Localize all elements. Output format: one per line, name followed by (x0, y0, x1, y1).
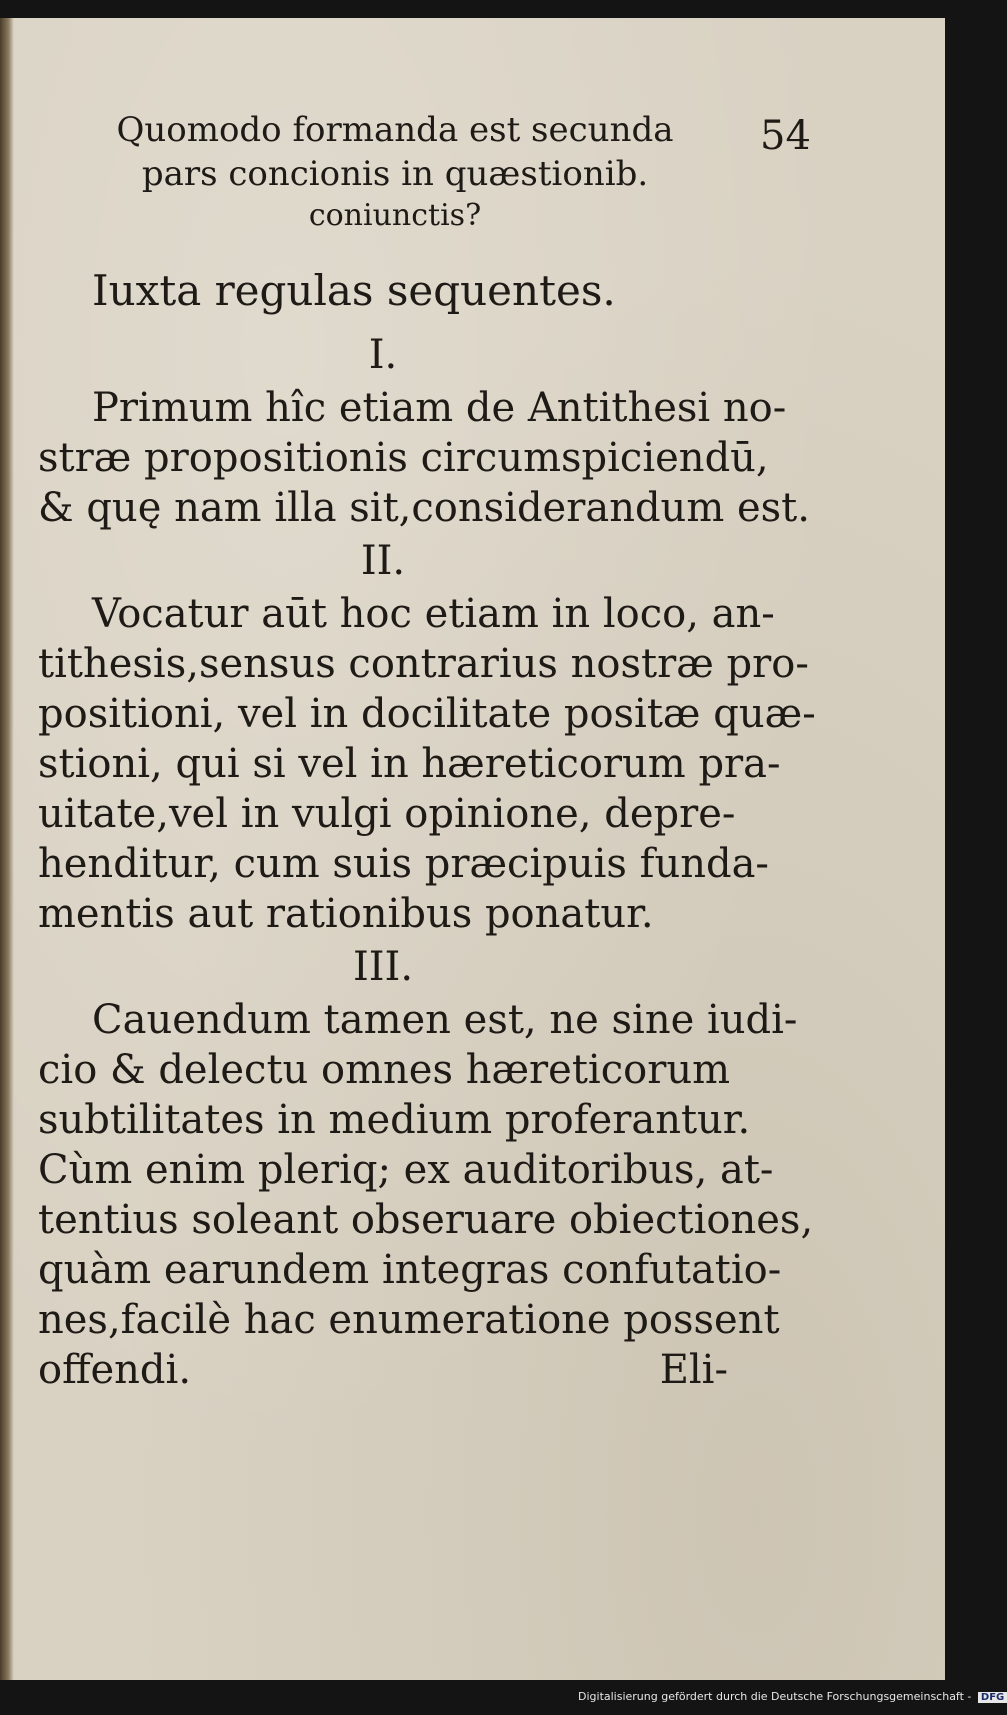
catchword: Eli- (659, 1347, 728, 1393)
paragraph-line: subtilitates in medium proferantur. (38, 1097, 751, 1143)
section-paragraph-2 (38, 589, 816, 939)
paragraph-line: cio & delectu omnes hæreticorum (38, 1047, 731, 1093)
heading-line-3: coniunctis? (308, 198, 482, 233)
heading-line-2: pars concionis in quæstionib. (141, 154, 649, 194)
paragraph-line: Cùm enim pleriq; ex auditoribus, at- (38, 1147, 774, 1193)
page-number: 54 (760, 113, 811, 159)
credit-text: Digitalisierung gefördert durch die Deutsche Forschungsgemeinschaft - (578, 1690, 972, 1703)
paragraph-line: tithesis,sensus contrarius nostræ pro- (38, 641, 809, 687)
paragraph-line: stræ propositionis circumspiciendū, (38, 435, 769, 481)
section-numeral-2: II. (360, 538, 406, 584)
body-text (38, 263, 816, 1395)
paragraph-line: nes,facilè hac enumeratione possent (38, 1297, 780, 1343)
paragraph-line: tentius soleant obseruare obiectiones, (38, 1197, 814, 1243)
chapter-heading (90, 108, 700, 236)
intro-line: Iuxta regulas sequentes. (92, 266, 616, 315)
paragraph-line: Primum hîc etiam de Antithesi no- (92, 385, 787, 431)
section-paragraph-3 (38, 995, 814, 1395)
paragraph-line: quàm earundem integras confutatio- (38, 1247, 782, 1293)
heading-line-1: Quomodo formanda est secunda (116, 110, 674, 150)
book-page (0, 18, 945, 1680)
dfg-logo: DFG (978, 1692, 1007, 1703)
digitization-credit (578, 1690, 1007, 1703)
section-paragraph-1 (38, 383, 810, 533)
section-numeral-3: III. (352, 944, 414, 990)
book-spine-edge (0, 18, 14, 1680)
paragraph-line-end: offendi. (38, 1347, 192, 1393)
paragraph-line: stioni, qui si vel in hæreticorum pra- (38, 741, 781, 787)
paragraph-line: positioni, vel in docilitate positæ quæ- (38, 691, 816, 737)
paragraph-line: uitate,vel in vulgi opinione, depre- (38, 791, 736, 837)
paragraph-last-line (38, 1345, 728, 1395)
paragraph-line: Cauendum tamen est, ne sine iudi- (92, 997, 798, 1043)
paragraph-line: Vocatur aūt hoc etiam in loco, an- (92, 591, 775, 637)
section-numeral-1: I. (368, 332, 398, 378)
paragraph-line: mentis aut rationibus ponatur. (38, 891, 654, 937)
paragraph-line: henditur, cum suis præcipuis funda- (38, 841, 769, 887)
paragraph-line: & quę nam illa sit,considerandum est. (38, 485, 810, 531)
